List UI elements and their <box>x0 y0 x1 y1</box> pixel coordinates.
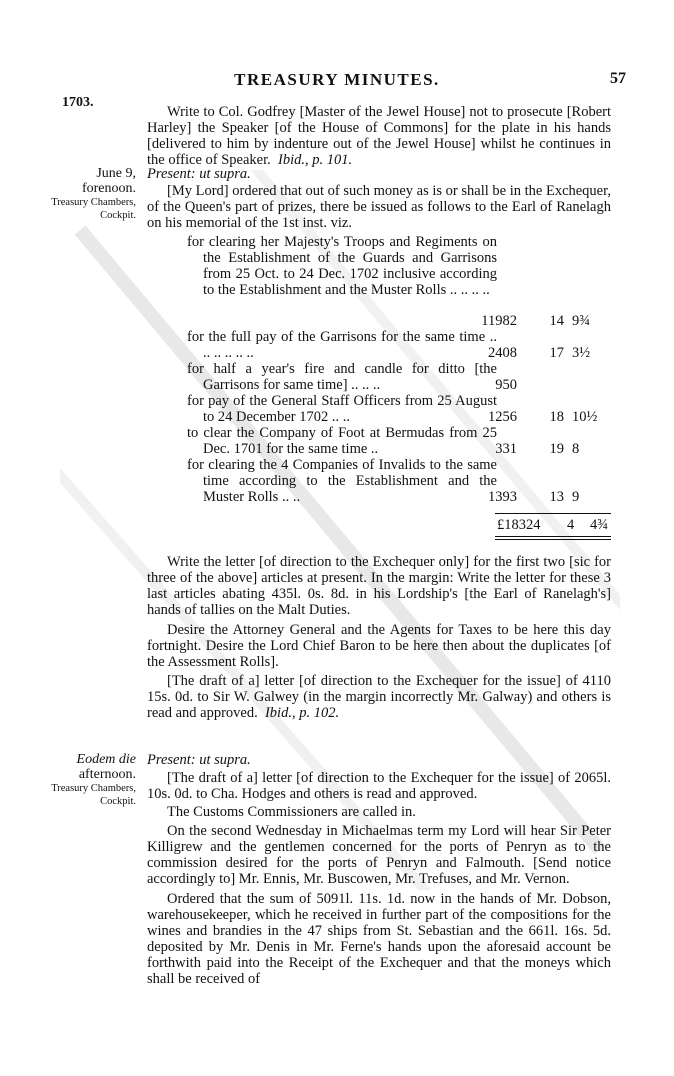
paragraph-galwey-draft <box>147 673 611 721</box>
reference: Ibid., p. 101. <box>278 152 353 168</box>
item-shillings: 19 <box>549 441 564 457</box>
paragraph-text: Write to Col. Godfrey [Master of the Jewel House] not to prosecute [Robert Harley] the Speaker [of the House of Commons] for the plate in his hands [delivered to him by indenture out of the Jewel House] whilst he continues in the office of Speaker. <box>147 104 611 168</box>
margin-time: forenoon. <box>81 181 136 196</box>
item-shillings: 17 <box>549 345 564 361</box>
item-pence: 9 <box>572 489 580 505</box>
item-pence: 9¾ <box>572 313 591 329</box>
present-line: Present: ut supra. <box>147 166 251 182</box>
margin-date: Eodem die <box>76 752 136 767</box>
item-pounds: 2408 <box>488 345 517 361</box>
paragraph-hodges-draft: [The draft of a] letter [of direction to the Exchequer for the issue] of 2065l. 10s. 0d. to Cha. Hodges and others is read and approved. <box>147 770 611 802</box>
item-pounds: 1256 <box>488 409 517 425</box>
list-item <box>187 234 612 329</box>
total-pounds: £18324 <box>497 517 541 533</box>
item-pounds: 950 <box>495 377 517 393</box>
present-line: Present: ut supra. <box>147 752 251 768</box>
total-double-rule <box>495 539 611 540</box>
item-pence: 10½ <box>572 409 598 425</box>
margin-place: Treasury Chambers, Cockpit. <box>51 197 136 221</box>
total-pence: 4¾ <box>590 517 609 533</box>
item-shillings: 18 <box>549 409 564 425</box>
margin-time: afternoon. <box>78 767 136 782</box>
paragraph-customs-commissioners: The Customs Commissioners are called in. <box>167 804 416 820</box>
item-shillings: 14 <box>549 313 564 329</box>
margin-note-june-9 <box>40 166 136 222</box>
list-item <box>187 329 612 361</box>
item-text: for half a year's fire and candle for ditto [the Garrisons for same time] .. .. .. <box>187 361 497 393</box>
paragraph-dobson: Ordered that the sum of 5091l. 11s. 1d. now in the hands of Mr. Dobson, warehousekeeper, which he received in further part of the compositions for the wines and brandies in the 47 ships from St. Sebastian and the 661l. 16s. 5d. deposited by Mr. Denis in Mr. Ferne's hands upon the aforesaid account be forthwith paid into the Receipt of the Exchequer and that the moneys which shall be received of <box>147 891 611 987</box>
margin-year: 1703. <box>62 95 94 110</box>
paragraph-letter-direction: Write the letter [of direction to the Exchequer only] for the first two [sic for three of the above] articles at present. In the margin: Write the letter for these 3 last articles abating 435l. 0s. 8d. in his Lordship's [the Earl of Ranelagh's] hands of tallies on the Malt Duties. <box>147 554 611 618</box>
list-item <box>187 425 612 457</box>
item-text: for clearing her Majesty's Troops and Regiments on the Establishment of the Guards and Garrisons from 25 Oct. to 24 Dec. 1702 inclusive according to the Establishment and the Muster Rolls .. .. .. .. <box>187 234 497 298</box>
item-text: for the full pay of the Garrisons for the same time .. .. .. .. .. .. <box>187 329 497 361</box>
total-rule <box>495 513 611 514</box>
list-item <box>187 457 612 505</box>
paragraph-killigrew: On the second Wednesday in Michaelmas term my Lord will hear Sir Peter Killigrew and the gentlemen concerned for the ports of Penryn as to the commission desired for the ports of Penryn and Falmouth. [Send notice accordingly to] Mr. Ennis, Mr. Buscowen, Mr. Trefuses, and Mr. Vernon. <box>147 823 611 887</box>
item-pounds: 11982 <box>481 313 517 329</box>
reference: Ibid., p. 102. <box>264 705 340 721</box>
item-text: to clear the Company of Foot at Bermudas from 25 Dec. 1701 for the same time .. <box>187 425 497 457</box>
margin-note-eodem-die <box>40 752 136 808</box>
paragraph-attorney-general: Desire the Attorney General and the Agents for Taxes to be here this day fortnight. Desire the Lord Chief Baron to be here then about the duplicates [of the Assessment Rolls]. <box>147 622 611 670</box>
paragraph-order-intro: [My Lord] ordered that out of such money as is or shall be in the Exchequer, of the Queen's part of prizes, there be issued as follows to the Earl of Ranelagh on his memorial of the 1st inst. viz. <box>147 183 611 231</box>
item-pence: 8 <box>572 441 580 457</box>
running-header-title: TREASURY MINUTES. <box>234 70 440 89</box>
item-text: for pay of the General Staff Officers from 25 August to 24 December 1702 .. .. <box>187 393 497 425</box>
total-shillings: 4 <box>567 517 575 533</box>
item-shillings: 13 <box>549 489 564 505</box>
item-pounds: 331 <box>495 441 517 457</box>
list-item <box>187 393 612 425</box>
item-pence: 3½ <box>572 345 591 361</box>
paragraph-text: [The draft of a] letter [of direction to the Exchequer for the issue] of 4110 15s. 0d. to Sir W. Galwey (in the margin incorrectly Mr. Galway) and others is read and approved. <box>147 673 611 721</box>
item-text: for clearing the 4 Companies of Invalids to the same time according to the Establishment and the Muster Rolls .. .. <box>187 457 497 505</box>
margin-place: Treasury Chambers, Cockpit. <box>51 783 136 807</box>
paragraph-jewel-house <box>147 104 611 168</box>
total-double-rule <box>495 536 611 537</box>
item-pounds: 1393 <box>488 489 517 505</box>
payment-list <box>187 234 612 505</box>
margin-date: June 9, <box>96 166 136 181</box>
list-item <box>187 361 612 393</box>
page-number: 57 <box>610 70 626 87</box>
